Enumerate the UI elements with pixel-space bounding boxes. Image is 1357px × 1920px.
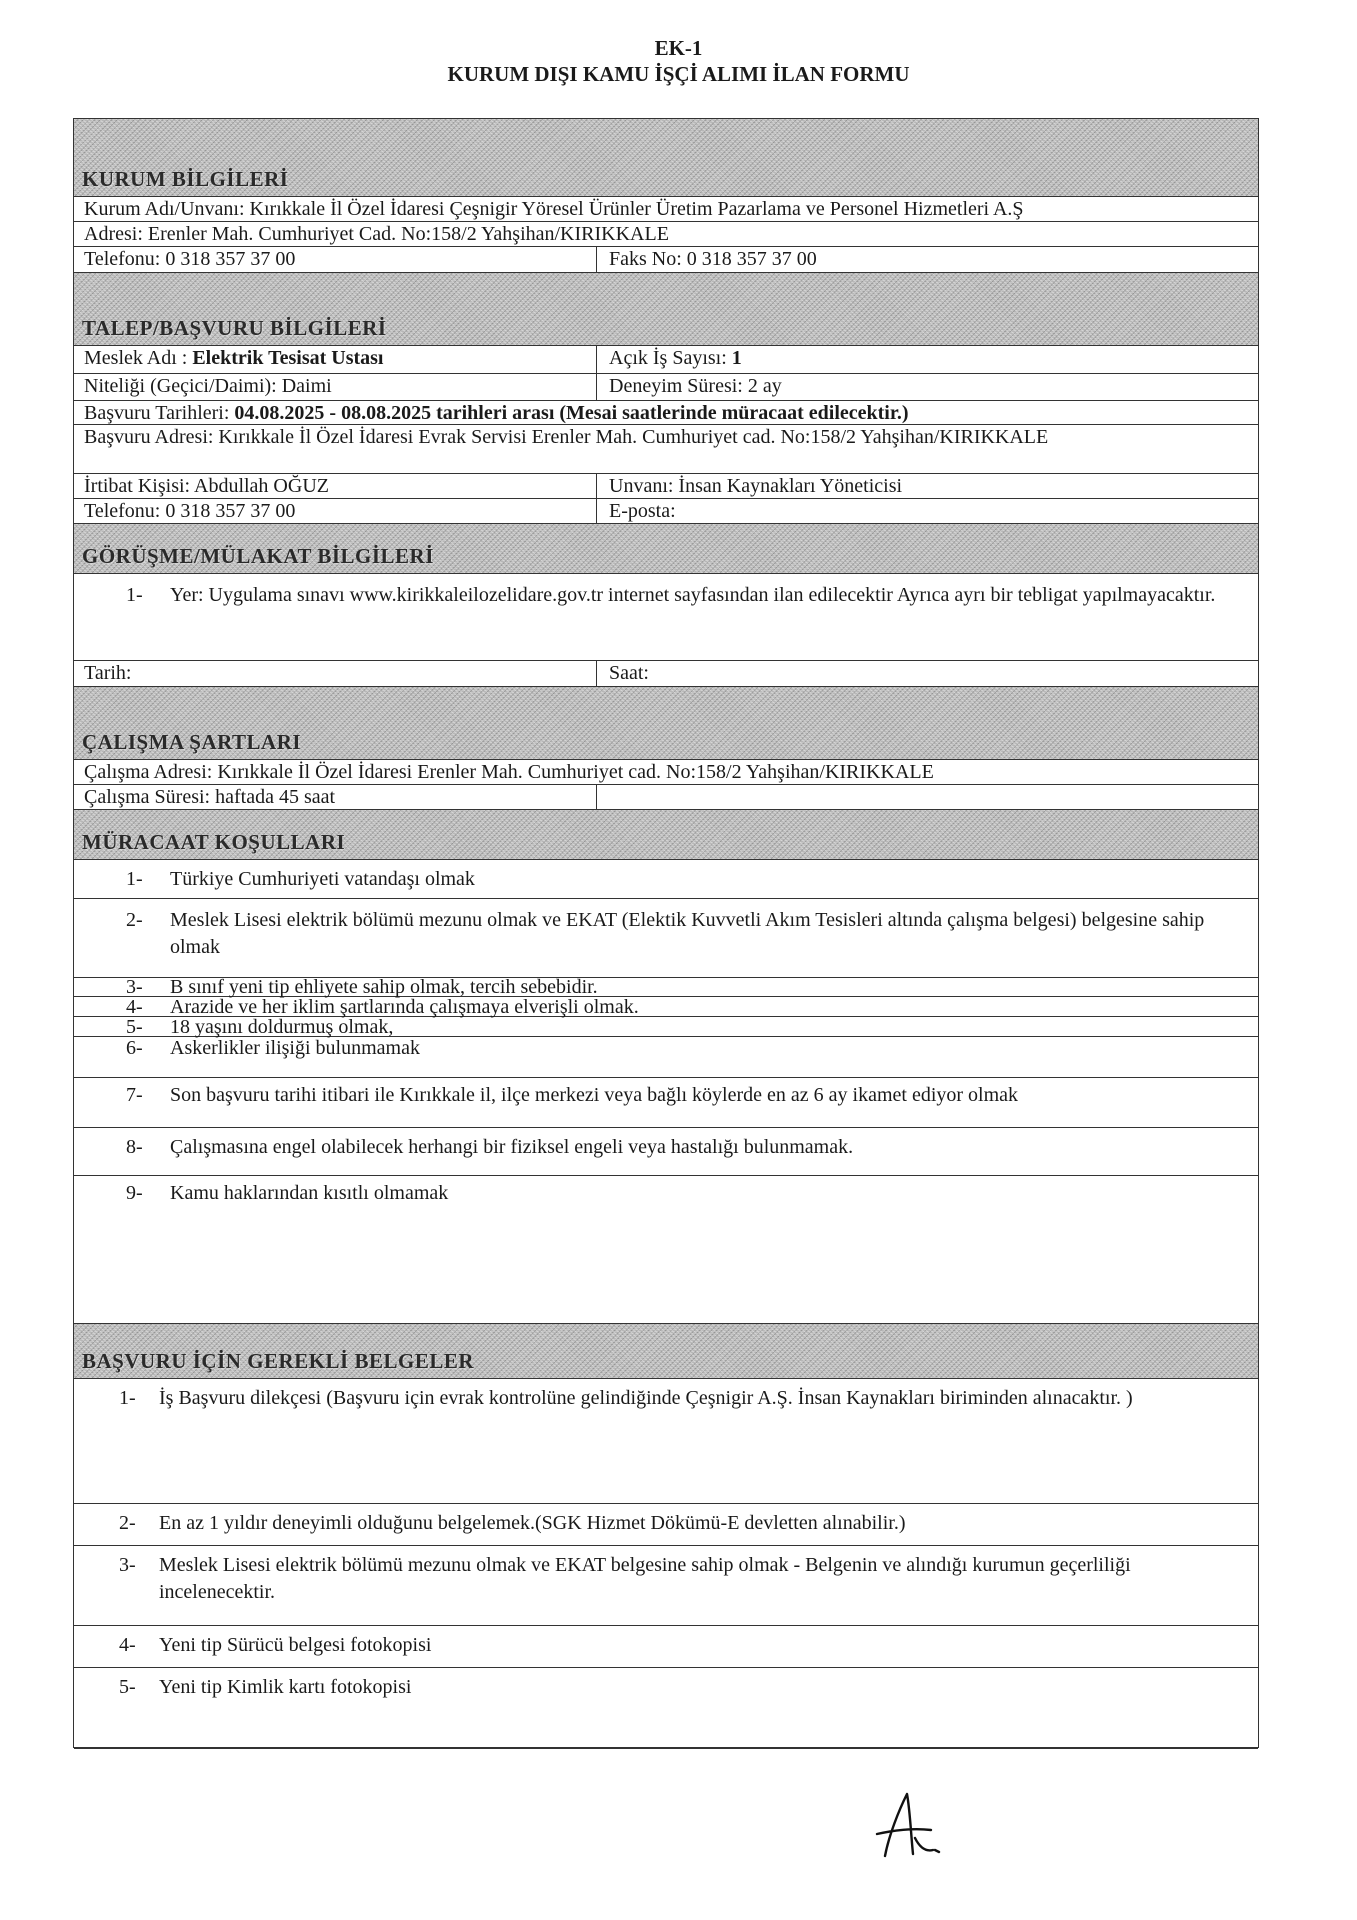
muracaat-item-num: 2- — [126, 909, 143, 931]
belge-item-text: Yeni tip Sürücü belgesi fotokopisi — [159, 1634, 432, 1656]
section-kurum — [74, 119, 1258, 197]
muracaat-row — [74, 1176, 1258, 1324]
section-kurum-title: KURUM BİLGİLERİ — [82, 167, 289, 191]
belge-row — [74, 1504, 1258, 1546]
muracaat-item-text: Meslek Lisesi elektrik bölümü mezunu olmak ve EKAT (Elektik Kuvvetli Akım Tesisleri altında çalışma belgesi) belgesine sahip olmak — [170, 909, 1205, 958]
talep-eposta: E-posta: — [609, 500, 676, 522]
kurum-contact-row — [74, 247, 1258, 273]
muracaat-item-num: 6- — [126, 1037, 143, 1059]
belge-row — [74, 1379, 1258, 1504]
nitelik: Niteliği (Geçici/Daimi): Daimi — [74, 374, 597, 400]
basvuru-adres-row — [74, 425, 1258, 474]
kurum-address-row — [74, 222, 1258, 247]
calisma-sure-row — [74, 785, 1258, 810]
section-gorusme-title: GÖRÜŞME/MÜLAKAT BİLGİLERİ — [82, 544, 434, 568]
tarih-value: 04.08.2025 - 08.08.2025 tarihleri arası (Mesai saatlerinde müracaat edilecektir.) — [234, 402, 909, 424]
kurum-phone: Telefonu: 0 318 357 37 00 — [74, 247, 597, 272]
gorusme-item-num: 1- — [126, 584, 143, 606]
acik-label: Açık İş Sayısı: — [609, 347, 732, 369]
form-code: EK-1 — [654, 36, 703, 60]
muracaat-item-num: 4- — [126, 996, 143, 1018]
section-belgeler-title: BAŞVURU İÇİN GEREKLİ BELGELER — [82, 1349, 475, 1373]
telefon-row — [74, 499, 1258, 524]
section-muracaat-title: MÜRACAAT KOŞULLARI — [82, 830, 346, 854]
muracaat-row — [74, 1078, 1258, 1128]
kurum-name: Kurum Adı/Unvanı: Kırıkkale İl Özel İdaresi Çeşnigir Yöresel Ürünler Üretim Pazarlama ve Personel Hizmetleri A.Ş — [84, 198, 1024, 220]
belge-item-num: 4- — [119, 1634, 136, 1656]
section-gorusme — [74, 524, 1258, 574]
section-talep-title: TALEP/BAŞVURU BİLGİLERİ — [82, 316, 387, 340]
unvan: Unvanı: İnsan Kaynakları Yöneticisi — [609, 475, 903, 497]
belge-item-num: 2- — [119, 1512, 136, 1534]
nitelik-row — [74, 374, 1258, 401]
belge-item-num: 1- — [119, 1387, 136, 1409]
muracaat-item-num: 7- — [126, 1084, 143, 1106]
calisma-adres-row — [74, 760, 1258, 785]
belge-item-text: Meslek Lisesi elektrik bölümü mezunu olmak ve EKAT belgesine sahip olmak - Belgenin ve alındığı kurumun geçerliliği incelenecektir. — [159, 1554, 1131, 1603]
basvuru-tarih — [74, 401, 1258, 424]
muracaat-item-text: Kamu haklarından kısıtlı olmamak — [170, 1182, 449, 1204]
section-calisma-title: ÇALIŞMA ŞARTLARI — [82, 730, 302, 754]
kurum-fax: Faks No: 0 318 357 37 00 — [609, 248, 817, 270]
basvuru-adres: Başvuru Adresi: Kırıkkale İl Özel İdaresi Evrak Servisi Erenler Mah. Cumhuriyet cad. No:158/2 Yahşihan/KIRIKKALE — [84, 426, 1049, 448]
calisma-sure: Çalışma Süresi: haftada 45 saat — [74, 785, 597, 809]
acik-cell — [597, 346, 1258, 373]
kurum-name-row — [74, 197, 1258, 222]
tarih-row — [74, 401, 1258, 425]
signature — [855, 1790, 945, 1860]
muracaat-row — [74, 860, 1258, 899]
section-muracaat — [74, 810, 1258, 860]
muracaat-row — [74, 899, 1258, 978]
meslek-value: Elektrik Tesisat Ustası — [192, 347, 384, 369]
calisma-adres: Çalışma Adresi: Kırıkkale İl Özel İdaresi Erenler Mah. Cumhuriyet cad. No:158/2 Yahşihan/KIRIKKALE — [84, 761, 934, 783]
muracaat-row — [74, 1037, 1258, 1078]
gorusme-yer-row — [74, 574, 1258, 661]
meslek-row — [74, 346, 1258, 374]
tarih-label: Başvuru Tarihleri: — [84, 402, 235, 424]
belge-item-text: İş Başvuru dilekçesi (Başvuru için evrak kontrolüne gelindiğinde Çeşnigir A.Ş. İnsan Kaynakları biriminden alınacaktır. ) — [159, 1387, 1133, 1409]
muracaat-item-text: Son başvuru tarihi itibari ile Kırıkkale il, ilçe merkezi veya bağlı köylerde en az 6 ay ikamet ediyor olmak — [170, 1084, 1019, 1106]
belge-row — [74, 1546, 1258, 1626]
deneyim: Deneyim Süresi: 2 ay — [609, 375, 782, 397]
belge-item-text: Yeni tip Kimlik kartı fotokopisi — [159, 1676, 412, 1698]
muracaat-item-text: 18 yaşını doldurmuş olmak, — [170, 1016, 394, 1038]
muracaat-item-text: Türkiye Cumhuriyeti vatandaşı olmak — [170, 868, 475, 890]
calisma-saatleri — [597, 785, 1258, 809]
muracaat-row — [74, 1017, 1258, 1037]
gorusme-tarih: Tarih: — [74, 661, 597, 686]
talep-telefon: Telefonu: 0 318 357 37 00 — [74, 499, 597, 523]
meslek-cell — [74, 346, 597, 373]
kurum-address: Adresi: Erenler Mah. Cumhuriyet Cad. No:158/2 Yahşihan/KIRIKKALE — [84, 223, 669, 245]
section-calisma — [74, 687, 1258, 760]
muracaat-item-num: 5- — [126, 1016, 143, 1038]
gorusme-saat: Saat: — [609, 662, 649, 684]
muracaat-item-text: Çalışmasına engel olabilecek herhangi bir fiziksel engeli veya hastalığı bulunmamak. — [170, 1136, 854, 1158]
belge-item-num: 3- — [119, 1554, 136, 1576]
muracaat-item-text: B sınıf yeni tip ehliyete sahip olmak, tercih sebebidir. — [170, 976, 598, 998]
muracaat-item-num: 3- — [126, 976, 143, 998]
belge-row — [74, 1668, 1258, 1749]
muracaat-item-num: 1- — [126, 868, 143, 890]
belge-item-num: 5- — [119, 1676, 136, 1698]
gorusme-tarih-row — [74, 661, 1258, 687]
muracaat-item-text: Arazide ve her iklim şartlarında çalışmaya elverişli olmak. — [170, 996, 639, 1018]
section-talep — [74, 273, 1258, 346]
gorusme-item-text: Yer: Uygulama sınavı www.kirikkaleilozelidare.gov.tr internet sayfasından ilan edilecektir Ayrıca ayrı bir tebligat yapılmayacaktır. — [170, 584, 1216, 606]
muracaat-row — [74, 1128, 1258, 1176]
muracaat-item-num: 8- — [126, 1136, 143, 1158]
form-title: KURUM DIŞI KAMU İŞÇİ ALIMI İLAN FORMU — [447, 62, 910, 86]
belge-row — [74, 1626, 1258, 1668]
belge-item-text: En az 1 yıldır deneyimli olduğunu belgelemek.(SGK Hizmet Dökümü-E devletten alınabilir.) — [159, 1512, 906, 1534]
acik-value: 1 — [731, 347, 742, 369]
muracaat-item-num: 9- — [126, 1182, 143, 1204]
irtibat: İrtibat Kişisi: Abdullah OĞUZ — [74, 474, 597, 498]
announcement-form — [73, 118, 1259, 1748]
meslek-label: Meslek Adı : — [84, 347, 193, 369]
muracaat-item-text: Askerlikler ilişiği bulunmamak — [170, 1037, 420, 1059]
irtibat-row — [74, 474, 1258, 499]
section-belgeler — [74, 1324, 1258, 1379]
